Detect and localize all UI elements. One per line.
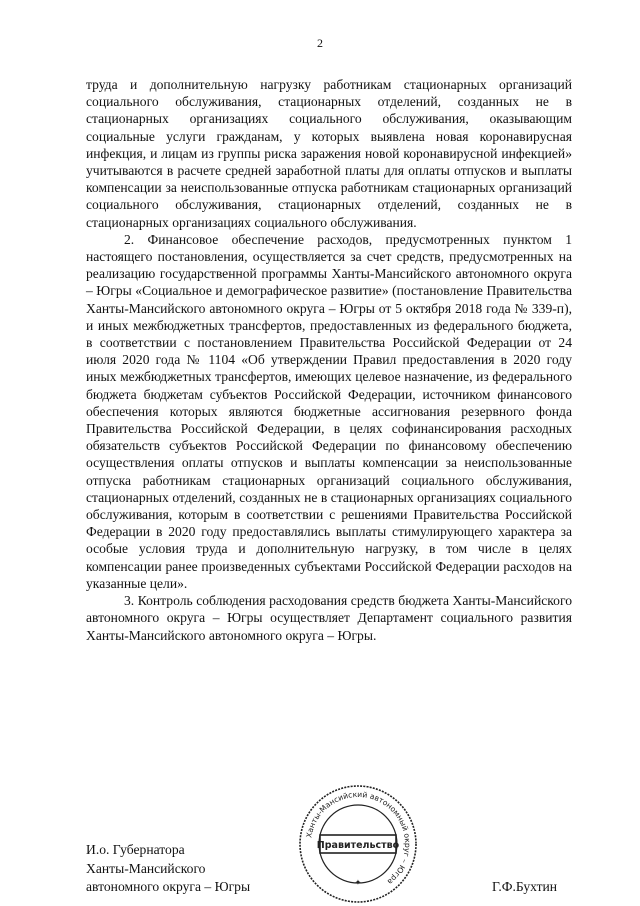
- page-number: 2: [317, 36, 323, 50]
- official-seal-stamp: [296, 782, 420, 906]
- seal-center-text: Правительство: [316, 840, 400, 851]
- document-body: [86, 76, 572, 644]
- signatory-position: [86, 841, 250, 897]
- paragraph-3-control: 3. Контроль соблюдения расходования средств бюджета Ханты-Мансийского автономного округа – Югры осуществляет Департамент социального развития Ханты-Мансийского автономного округа – Югры.: [86, 593, 572, 643]
- signatory-name: Г.Ф.Бухтин: [492, 879, 558, 894]
- signatory-position-line: Ханты-Мансийского: [86, 860, 206, 876]
- seal-ring-text: Ханты-Мансийский автономный округ – Югра: [304, 789, 413, 887]
- seal-star-icon: ✦: [354, 878, 362, 887]
- signatory-position-line: И.о. Губернатора: [86, 842, 185, 857]
- signatory-position-line: автономного округа – Югры: [86, 879, 251, 894]
- paragraph-2-financing: 2. Финансовое обеспечение расходов, предусмотренных пунктом 1 настоящего постановления, осуществляется за счет средств, предусмотренных на реализацию государственной программы Ханты-Мансийского автономного округа – Югры «Социальное и демографическое развитие» (постановление Правительства Ханты-Мансийского автономного округа – Югры от 5 октября 2018 года № 339-п), и иных межбюджетных трансфертов, предоставленных из федерального бюджета, в соответствии с постановлением Правительства Российской Федерации от 24 июля 2020 года № 1104 «Об утверждении Правил предоставления в 2020 году иных межбюджетных трансфертов, имеющих целевое назначение, из федерального бюджета бюджетам субъектов Российской Федерации, источником финансового обеспечения которых являются бюджетные ассигнования резервного фонда Правительства Российской Федерации, в целях софинансирования расходных обязательств субъектов Российской Федерации по финансовому обеспечению осуществления оплаты отпусков и выплаты компенсации за неиспользованные отпуска работникам стационарных организаций социального обслуживания, стационарных отделений, созданных не в стационарных организациях социального обслуживания, которым в соответствии с решениями Правительства Российской Федерации в 2020 году предоставлялись выплаты стимулирующего характера за особые условия труда и дополнительную нагрузку, в том числе в целях компенсации ранее произведенных субъектами Российской Федерации расходов на указанные цели».: [86, 231, 572, 591]
- paragraph-continuation: труда и дополнительную нагрузку работникам стационарных организаций социального обслуживания, стационарных отделений, созданных не в стационарных организациях социального обслуживания, оказывающим социальные услуги гражданам, у которых выявлена новая коронавирусная инфекция, и лицам из группы риска заражения новой коронавирусной инфекцией» учитываются в расчете средней заработной платы для оплаты отпусков и выплаты компенсации за неиспользованные отпуска работникам стационарных организаций социального обслуживания, стационарных отделений, созданных не в стационарных организациях социального обслуживания.: [86, 77, 572, 230]
